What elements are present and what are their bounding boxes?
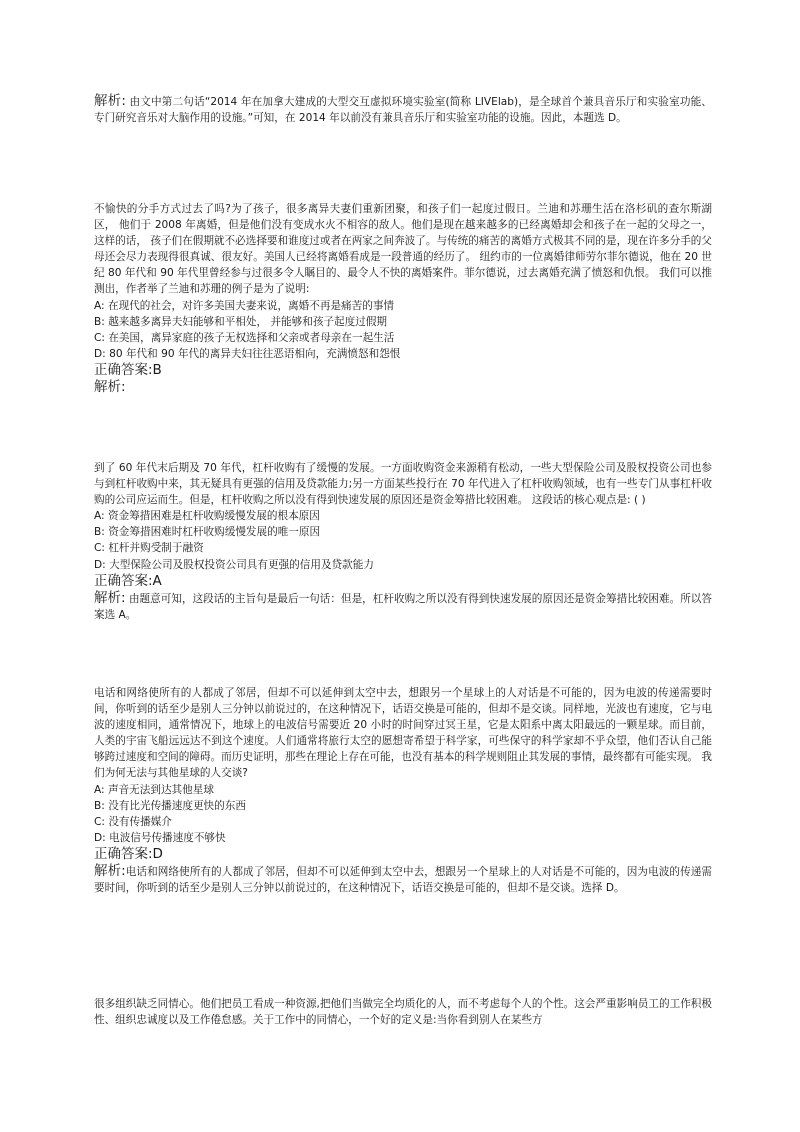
option-b: B: 资金筹措困难时杠杆收购缓慢发展的唯一原因 [94,526,321,539]
option-c: C: 在美国，离异家庭的孩子无权选择和父亲或者母亲在一起生活 [94,331,395,344]
option-d: D: 80 年代和 90 年代的离异夫妇往往恶语相向，充满愤怒和怨恨 [94,347,401,360]
option-b: B: 没有比光传播速度更快的东西 [94,799,246,812]
option-a: A: 资金筹措困难是杠杆收购缓慢发展的根本原因 [94,510,320,523]
option-c: C: 没有传播媒介 [94,815,172,828]
analysis-block-0 [94,93,712,126]
analysis-body: 由文中第二句话“2014 年在加拿大建成的大型交互虚拟环境实验室(简称 LIVElab)，是全球首个兼具音乐厅和实验室功能、 专门研究音乐对大脑作用的设施。”可知，在 2014 年以前没有兼具音乐厅和实验室功能的设施。因此，本题选 D。 [94,96,712,125]
analysis-label: 解析: [94,93,126,109]
correct-answer: 正确答案:B [94,361,162,378]
analysis-text [94,863,712,896]
question-block-2 [94,460,712,623]
analysis-label: 解析: [94,862,126,879]
question-block-4 [94,996,712,1028]
question-text: 到了 60 年代末后期及 70 年代，杠杆收购有了缓慢的发展。一方面收购资金来源稍有松动，一些大型保险公司及股权投资公司也参与到杠杆收购中来，其无疑具有更强的信用及贷款能力;另一方面某些投行在 70 年代进入了杠杆收购领域，也有一些专门从事杠杆收购的公司应运而生。但是，杠杆收购之所以没有得到快速发展的原因还是资金筹措比较困难。 这段话的核心观点是: ( ) [94,462,712,507]
option-a: A: 在现代的社会，对许多美国夫妻来说，离婚不再是痛苦的事情 [94,299,395,312]
question-block-3 [94,685,712,896]
question-block-1 [94,201,712,396]
correct-answer: 正确答案:A [94,572,162,589]
option-d: D: 大型保险公司及股权投资公司具有更强的信用及贷款能力 [94,558,374,571]
analysis-body: 电话和网络使所有的人都成了邻居，但却不可以延伸到太空中去，想跟另一个星球上的人对话是不可能的，因为电波的传递需要时间，你听到的话至少是别人三分钟以前说过的，在这种情况下，话语交换是可能的，但却不是交谈。选择 D。 [94,865,712,895]
question-text: 很多组织缺乏同情心。他们把员工看成一种资源,把他们当做完全均质化的人，而不考虑每个人的个性。这会严重影响员工的工作积极性、组织忠诚度以及工作倦怠感。关于工作中的同情心，一个好的定义是:当你看到别人在某些方 [94,998,712,1027]
analysis-text [94,379,712,396]
analysis-body: 由题意可知，这段话的主旨句是最后一句话：但是，杠杆收购之所以没有得到快速发展的原因还是资金筹措比较困难。所以答案选 A。 [94,592,712,621]
analysis-label: 解析: [94,378,126,395]
analysis-label: 解析: [94,589,126,606]
analysis-text [94,590,712,623]
option-b: B: 越来越多离异夫妇能够和平相处， 并能够和孩子起度过假期 [94,315,388,328]
question-text: 电话和网络使所有的人都成了邻居，但却不可以延伸到太空中去，想跟另一个星球上的人对话是不可能的，因为电波的传递需要时间，你听到的话至少是别人三分钟以前说过的，在这种情况下，话语交换是可能的，但却不是交谈。同样地，光波也有速度，它与电波的速度相同，通常情况下，地球上的电波信号需要近 20 小时的时间穿过冥王星，它是太阳系中离太阳最远的一颗星球。而目前，人类的宇宙飞船远远达不到这个速度。人们通常将旅行太空的愿想寄希望于科学家，可些保守的科学家却不乎众望，他们否认自己能够跨过速度和空间的障碍。而历史证明，那些在理论上存在可能，也没有基本的科学规则阻止其发展的事情，最终都有可能实现。 我们为何无法与其他星球的人交谈? [94,687,712,780]
question-text: 不愉快的分手方式过去了吗?为了孩子，很多离异夫妻们重新团聚，和孩子们一起度过假日。兰迪和苏珊生活在洛杉矶的查尔斯湖区， 他们于 2008 年离婚，但是他们没有变成水火不相容的敌人。他们是现在越来越多的已经离婚却会和孩子在一起的父母之一， 这样的话， 孩子们在假期就不必选择要和谁度过或者在两家之间奔波了。与传统的痛苦的离婚方式极其不同的是，现在许多分手的父母还会尽力表现得很真诚、很友好。美国人已经将离婚看成是一段普通的经历了。 纽约市的一位离婚律师劳尔菲尔德说，他在 20 世纪 80 年代和 90 年代里曾经参与过很多令人瞩目的、最令人不快的离婚案件。菲尔德说，过去离婚充满了愤怒和仇恨。 我们可以推测出，作者举了兰迪和苏珊的例子是为了说明: [94,203,712,296]
option-d: D: 电波信号传播速度不够快 [94,831,226,844]
option-a: A: 声音无法到达其他星球 [94,783,214,796]
option-c: C: 杠杆并购受制于融资 [94,542,204,555]
correct-answer: 正确答案:D [94,845,163,862]
analysis-text [94,93,712,126]
